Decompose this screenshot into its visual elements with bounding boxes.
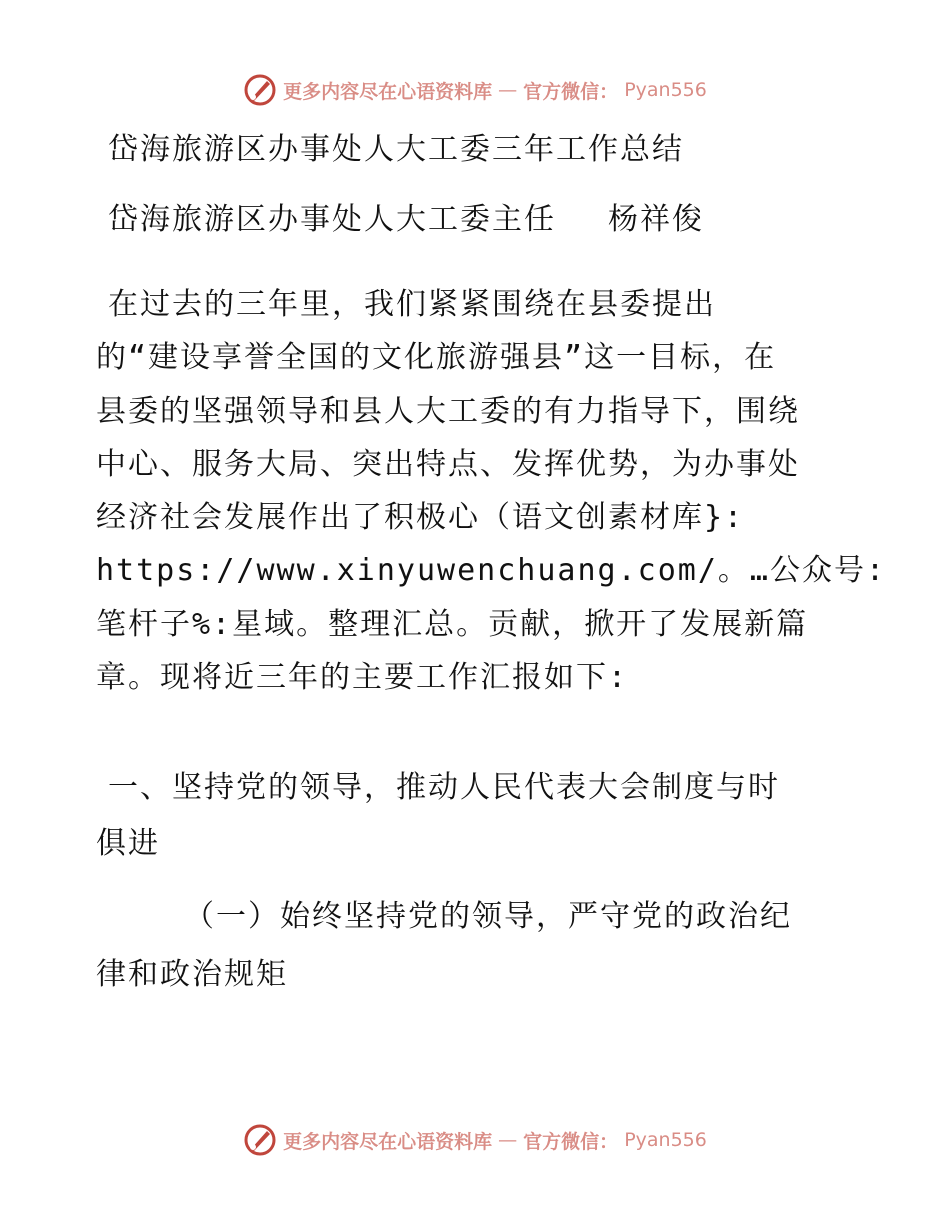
section-heading-1 bbox=[96, 760, 856, 872]
intro-paragraph bbox=[96, 278, 887, 704]
subheading-line: （一）始终坚持党的领导，严守党的政治纪 bbox=[184, 899, 792, 934]
document-author: 岱海旅游区办事处人大工委主任 杨祥俊 bbox=[108, 202, 705, 237]
paragraph-line: 的“建设享誉全国的文化旅游强县”这一目标，在 bbox=[96, 340, 777, 376]
subheading-line: 律和政治规矩 bbox=[96, 957, 288, 992]
paragraph-line: https://www.xinyuwenchuang.com/。…公众号: bbox=[96, 553, 887, 589]
subsection-heading-1 bbox=[96, 888, 856, 1004]
watermark-header bbox=[0, 70, 950, 110]
brush-logo-icon bbox=[243, 73, 277, 107]
paragraph-line: 章。现将近三年的主要工作汇报如下: bbox=[96, 660, 629, 696]
paragraph-line: 经济社会发展作出了积极心（语文创素材库}: bbox=[96, 500, 745, 536]
watermark-footer bbox=[0, 1120, 950, 1160]
watermark-text: 更多内容尽在心语资料库 bbox=[283, 1130, 493, 1153]
paragraph-line: 中心、服务大局、突出特点、发挥优势，为办事处 bbox=[96, 446, 800, 482]
heading-line: 一、坚持党的领导，推动人民代表大会制度与时 bbox=[108, 770, 780, 805]
paragraph-line: 县委的坚强领导和县人大工委的有力指导下，围绕 bbox=[96, 393, 800, 429]
paragraph-line: 在过去的三年里，我们紧紧围绕在县委提出 bbox=[108, 287, 716, 322]
brush-logo-icon bbox=[243, 1123, 277, 1157]
heading-line: 俱进 bbox=[96, 826, 160, 861]
watermark-label: 官方微信： bbox=[523, 80, 619, 103]
watermark-text: 更多内容尽在心语资料库 bbox=[283, 80, 493, 103]
paragraph-line: 笔杆子%:星域。整理汇总。贡献，掀开了发展新篇 bbox=[96, 606, 809, 642]
watermark-label: 官方微信： bbox=[523, 1130, 619, 1153]
watermark-id: Pyan556 bbox=[624, 1129, 707, 1151]
watermark-id: Pyan556 bbox=[624, 79, 707, 101]
watermark-separator: — bbox=[498, 79, 518, 101]
watermark-separator: — bbox=[498, 1129, 518, 1151]
document-title: 岱海旅游区办事处人大工委三年工作总结 bbox=[108, 132, 684, 167]
